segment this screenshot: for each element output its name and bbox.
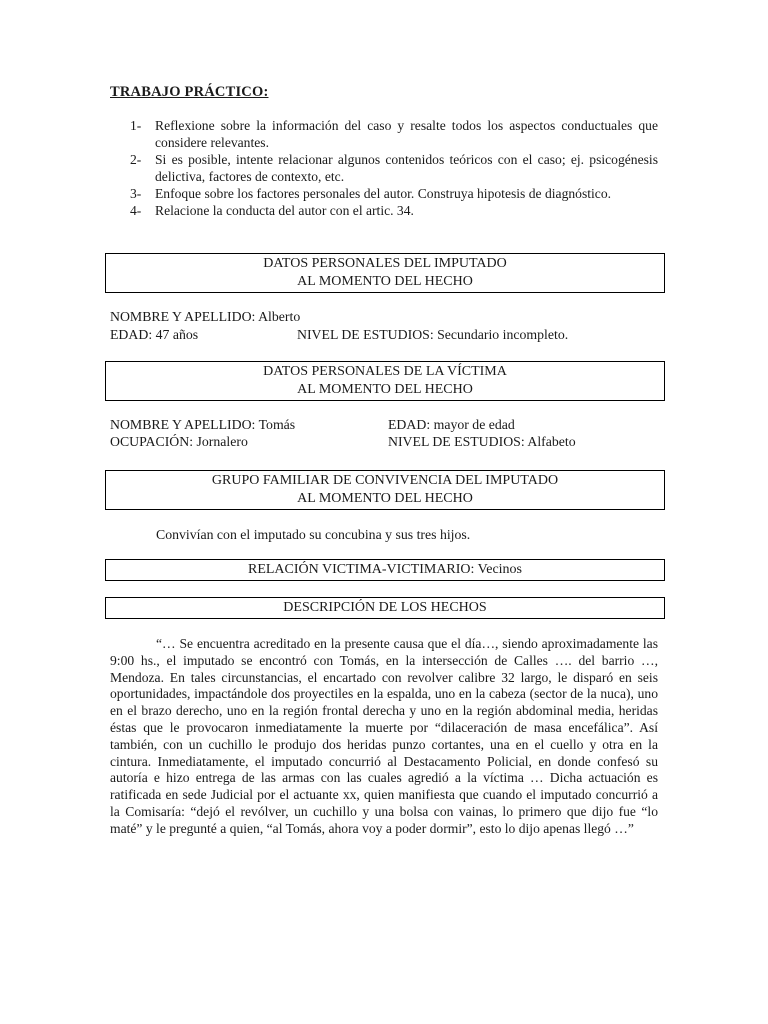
imputado-nombre: NOMBRE Y APELLIDO: Alberto — [110, 309, 301, 324]
section-header-line: AL MOMENTO DEL HECHO — [297, 490, 473, 506]
victima-edad: EDAD: mayor de edad — [388, 417, 515, 432]
section-header-line: GRUPO FAMILIAR DE CONVIVENCIA DEL IMPUTADO — [211, 473, 559, 488]
list-item — [130, 117, 658, 151]
task-number: 2- — [130, 152, 142, 167]
task-text: Relacione la conducta del autor con el artic. 34. — [155, 203, 414, 218]
descripcion-paragraph — [110, 636, 658, 838]
section-header-line: DESCRIPCIÓN DE LOS HECHOS — [283, 600, 487, 615]
task-text: Reflexione sobre la información del caso y resalte todos los aspectos conductuales que considere relevantes. — [155, 118, 658, 150]
task-number: 1- — [130, 118, 142, 133]
list-item — [130, 185, 658, 202]
imputado-edad: EDAD: 47 años — [110, 327, 199, 342]
imputado-estudios: NIVEL DE ESTUDIOS: Secundario incompleto. — [297, 327, 569, 342]
descripcion-section-header — [105, 597, 665, 619]
imputado-section-header — [105, 253, 665, 293]
grupo-familiar-section-header — [105, 470, 665, 510]
section-header-line: RELACIÓN VICTIMA-VICTIMARIO: Vecinos — [247, 562, 523, 577]
task-number: 3- — [130, 186, 142, 201]
victima-section-header — [105, 361, 665, 401]
list-item — [130, 151, 658, 185]
task-text: Si es posible, intente relacionar algunos contenidos teóricos con el caso; ej. psicogénesis delictiva, factores de contexto, etc. — [155, 152, 658, 184]
task-list — [130, 117, 658, 219]
task-number: 4- — [130, 203, 142, 218]
victima-nombre: NOMBRE Y APELLIDO: Tomás — [110, 417, 296, 432]
section-header-line: AL MOMENTO DEL HECHO — [297, 381, 473, 397]
task-text: Enfoque sobre los factores personales del autor. Construya hipotesis de diagnóstico. — [155, 186, 612, 201]
grupo-familiar-text: Convivían con el imputado su concubina y sus tres hijos. — [156, 527, 471, 542]
section-header-line: AL MOMENTO DEL HECHO — [297, 273, 473, 289]
section-header-line: DATOS PERSONALES DEL IMPUTADO — [263, 256, 507, 271]
descripcion-text: “… Se encuentra acreditado en la presente causa que el día…, siendo aproximadamente las 9:00 hs., el imputado se encontró con Tomás, en la intersección de Calles …. del barrio …, Mendoza. En tales circunstancias, el encartado con revolver calibre 32 largo, le disparó en seis oportunidades, impactándole dos proyectiles en la espalda, uno en la cabeza (sector de la nuca), uno en el brazo derecho, uno en la región frontal derecha y uno en la región abdominal media, heridas éstas que le provocaron inmediatamente la muerte por “dilaceración de masa encefálica”. Así también, con un cuchillo le produjo dos heridas punzo cortantes, una en el cuello y otra en la cintura. Inmediatamente, el imputado concurrió al Destacamento Policial, en donde confesó su autoría e hizo entrega de las armas con las cuales agredió a la víctima … Dicha actuación es ratificada en sede Judicial por el actuante xx, quien manifiesta que cuando el imputado concurrió a la Comisaría: “dejó el revólver, un cuchillo y una bolsa con vainas, lo primero que dijo fue “lo maté” y le pregunté a quien, “al Tomás, ahora voy a poder dormir”, esto lo dijo apenas llegó …” — [110, 636, 658, 836]
document-title: TRABAJO PRÁCTICO: — [110, 84, 269, 100]
relacion-section-header — [105, 559, 665, 581]
victima-ocupacion: OCUPACIÓN: Jornalero — [110, 434, 248, 449]
victima-estudios: NIVEL DE ESTUDIOS: Alfabeto — [388, 434, 576, 449]
section-header-line: DATOS PERSONALES DE LA VÍCTIMA — [263, 364, 507, 379]
list-item — [130, 202, 658, 219]
